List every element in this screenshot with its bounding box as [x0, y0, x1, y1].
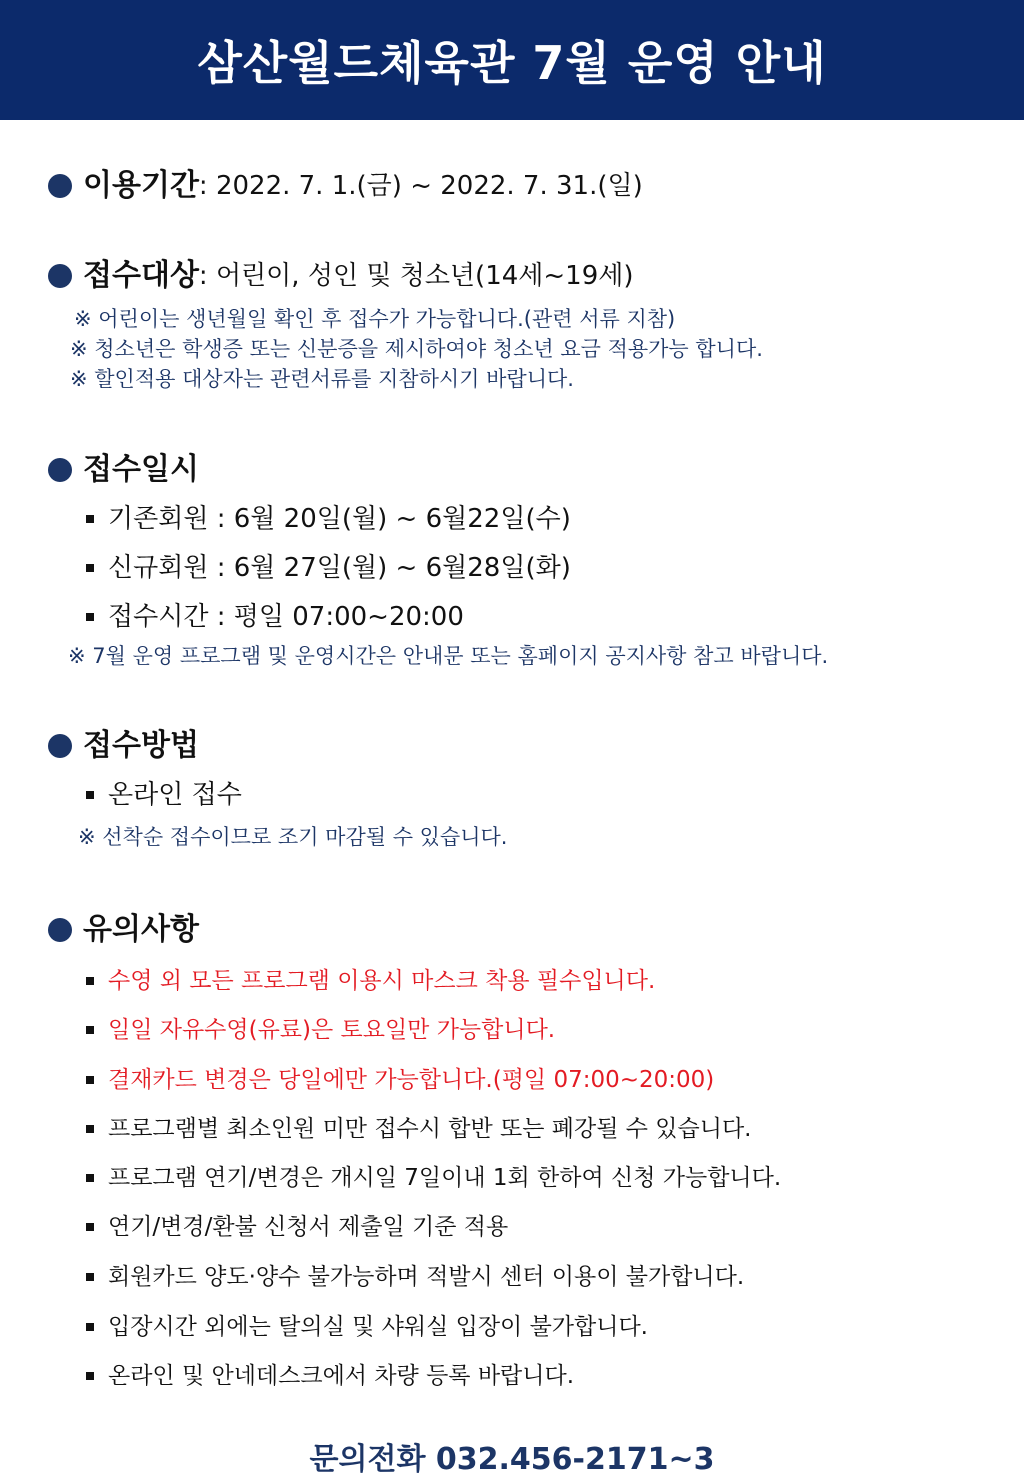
schedule-note: ※ 7월 운영 프로그램 및 운영시간은 안내문 또는 홈페이지 공지사항 참고 바랍니다. [68, 644, 829, 668]
target-label: 접수대상 [83, 258, 199, 293]
square-bullet-icon [86, 791, 94, 799]
caution-warning: 결재카드 변경은 당일에만 가능합니다.(평일 07:00~20:00) [108, 1067, 715, 1093]
period-label: 이용기간 [83, 168, 199, 203]
list-item [86, 551, 571, 585]
bullet-circle-icon [48, 734, 72, 758]
bullet-circle-icon [48, 458, 72, 482]
list-item [86, 502, 571, 536]
caution-item: 온라인 및 안네데스크에서 차량 등록 바랍니다. [108, 1363, 575, 1389]
target-note: ※ 할인적용 대상자는 관련서류를 지참하시기 바랍니다. [70, 367, 574, 391]
list-item [86, 1359, 574, 1393]
square-bullet-icon [86, 613, 94, 621]
period-section [48, 166, 643, 206]
schedule-section [48, 450, 199, 490]
caution-item: 프로그램 연기/변경은 개시일 7일이내 1회 한하여 신청 가능합니다. [108, 1165, 782, 1191]
period-value: : 2022. 7. 1.(금) ~ 2022. 7. 31.(일) [198, 171, 643, 201]
square-bullet-icon [86, 1125, 94, 1133]
square-bullet-icon [86, 1323, 94, 1331]
square-bullet-icon [86, 1026, 94, 1034]
square-bullet-icon [86, 1174, 94, 1182]
list-item [86, 1210, 508, 1244]
list-item [86, 1063, 714, 1097]
square-bullet-icon [86, 977, 94, 985]
square-bullet-icon [86, 1372, 94, 1380]
method-label: 접수방법 [83, 728, 199, 763]
list-item [86, 778, 242, 812]
list-item [86, 1260, 744, 1294]
square-bullet-icon [86, 564, 94, 572]
list-item [86, 1310, 648, 1344]
schedule-item: 접수시간 : 평일 07:00~20:00 [108, 602, 464, 632]
list-item [86, 1013, 555, 1047]
schedule-item: 기존회원 : 6월 20일(월) ~ 6월22일(수) [108, 504, 571, 534]
square-bullet-icon [86, 515, 94, 523]
method-item: 온라인 접수 [108, 780, 242, 810]
list-item [86, 1112, 751, 1146]
page-title: 삼산월드체육관 7월 운영 안내 [197, 36, 827, 90]
contact-phone: 문의전화 032.456-2171~3 [309, 1442, 715, 1477]
target-value: : 어린이, 성인 및 청소년(14세~19세) [198, 261, 634, 291]
schedule-item: 신규회원 : 6월 27일(월) ~ 6월28일(화) [108, 553, 571, 583]
target-note: ※ 청소년은 학생증 또는 신분증을 제시하여야 청소년 요금 적용가능 합니다. [70, 337, 763, 361]
square-bullet-icon [86, 1223, 94, 1231]
method-note: ※ 선착순 접수이므로 조기 마감될 수 있습니다. [78, 825, 508, 849]
square-bullet-icon [86, 1076, 94, 1084]
caution-warning: 수영 외 모든 프로그램 이용시 마스크 착용 필수입니다. [108, 968, 656, 994]
caution-warning: 일일 자유수영(유료)은 토요일만 가능합니다. [108, 1017, 556, 1043]
list-item [86, 600, 464, 634]
caution-item: 연기/변경/환불 신청서 제출일 기준 적용 [108, 1214, 509, 1240]
bullet-circle-icon [48, 264, 72, 288]
bullet-circle-icon [48, 918, 72, 942]
caution-item: 입장시간 외에는 탈의실 및 샤워실 입장이 불가합니다. [108, 1314, 648, 1340]
target-note: ※ 어린이는 생년월일 확인 후 접수가 가능합니다.(관련 서류 지참) [74, 307, 676, 331]
square-bullet-icon [86, 1273, 94, 1281]
cautions-section [48, 910, 199, 950]
bullet-circle-icon [48, 174, 72, 198]
caution-item: 회원카드 양도·양수 불가능하며 적발시 센터 이용이 불가합니다. [108, 1264, 745, 1290]
schedule-label: 접수일시 [83, 452, 199, 487]
caution-item: 프로그램별 최소인원 미만 접수시 합반 또는 폐강될 수 있습니다. [108, 1116, 752, 1142]
title-banner [0, 0, 1024, 120]
list-item [86, 1161, 781, 1195]
cautions-label: 유의사항 [83, 912, 199, 947]
target-section [48, 256, 634, 296]
list-item [86, 964, 655, 998]
method-section [48, 726, 199, 766]
